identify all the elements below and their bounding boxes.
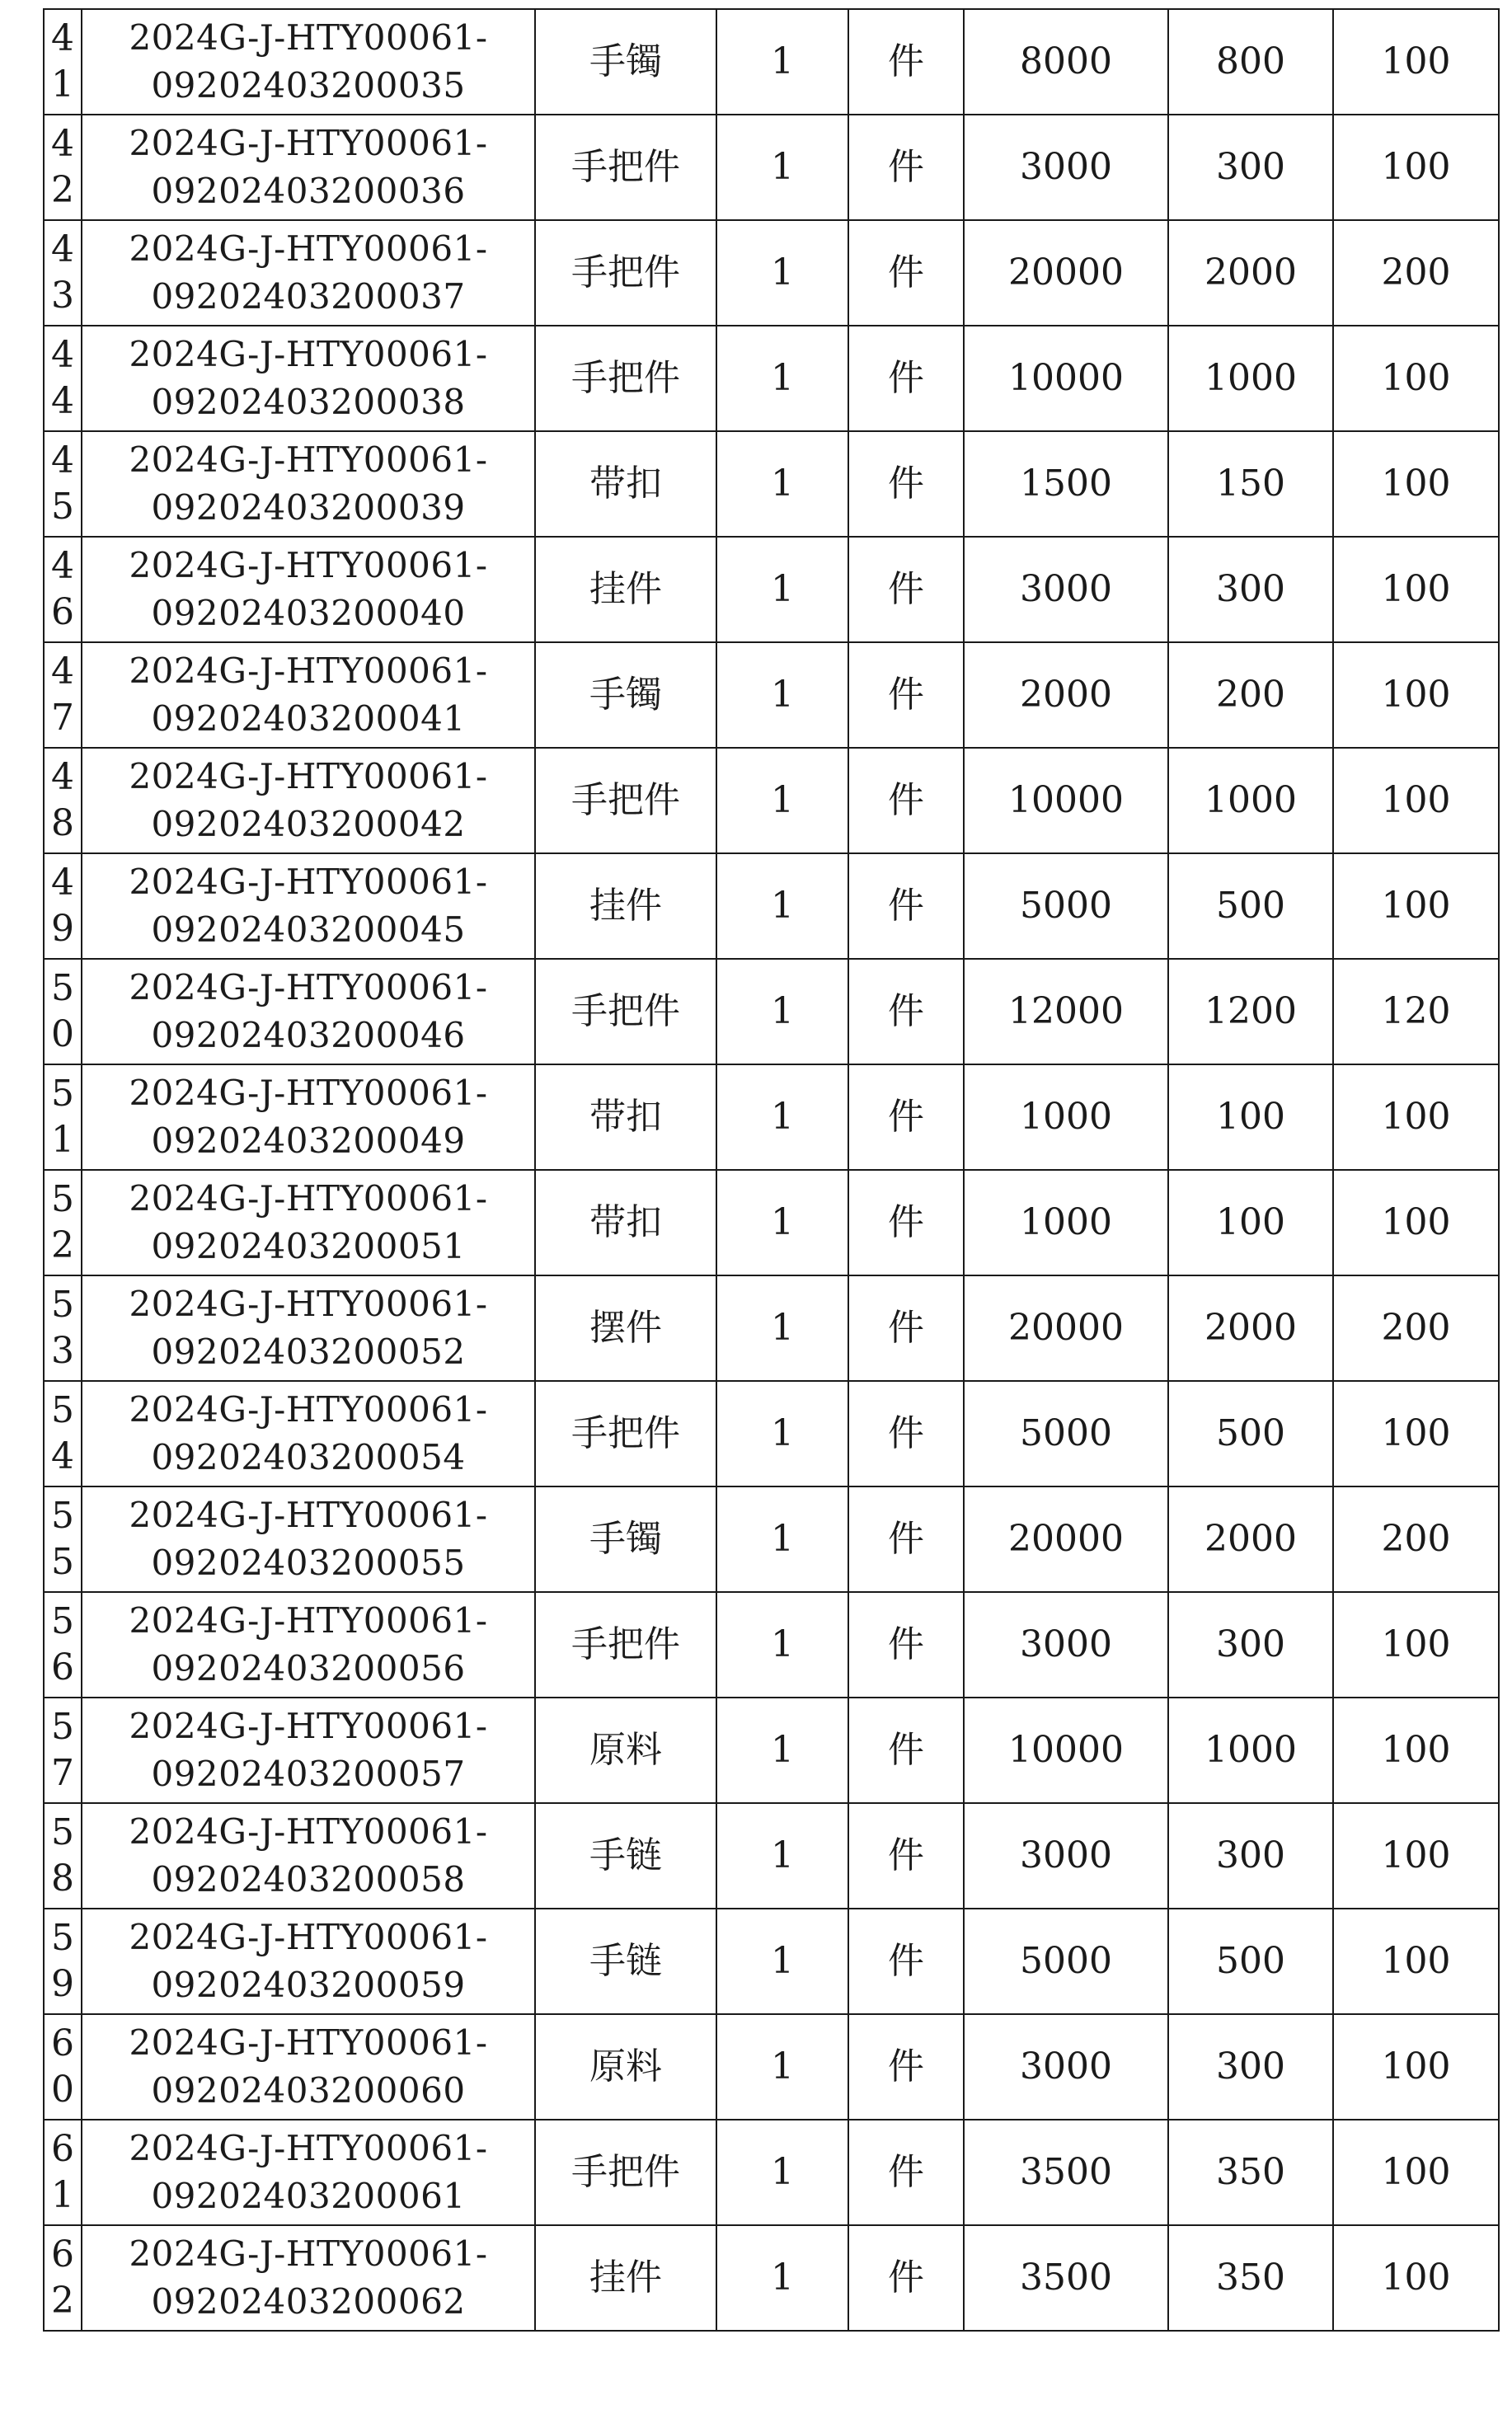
row-number-cell <box>44 115 82 220</box>
row-number-cell <box>44 220 82 326</box>
quantity-cell: 1 <box>716 748 848 853</box>
item-code-line-1: 2024G-J-HTY00061- <box>129 650 488 691</box>
quantity-cell: 1 <box>716 9 848 115</box>
unit-cell: 件 <box>848 537 964 642</box>
item-code-line-2: 09202403200046 <box>151 1015 466 1055</box>
table-row <box>44 1486 1499 1592</box>
item-code-line-2: 09202403200051 <box>151 1226 466 1266</box>
value-cell-2: 100 <box>1168 1170 1333 1275</box>
table-row <box>44 1275 1499 1381</box>
item-code-line-1: 2024G-J-HTY00061- <box>129 967 488 1007</box>
value-cell-3: 100 <box>1333 2120 1499 2225</box>
quantity-cell: 1 <box>716 1170 848 1275</box>
row-number-cell <box>44 2120 82 2225</box>
table-row <box>44 220 1499 326</box>
row-number-cell <box>44 1909 82 2014</box>
item-name-cell: 手把件 <box>535 326 716 431</box>
item-code-cell <box>82 115 535 220</box>
row-number-digit-1: 6 <box>51 2233 74 2275</box>
item-code-cell <box>82 2120 535 2225</box>
value-cell-2: 150 <box>1168 431 1333 537</box>
item-code-line-2: 09202403200052 <box>151 1331 466 1372</box>
value-cell-3: 100 <box>1333 1909 1499 2014</box>
item-code-line-1: 2024G-J-HTY00061- <box>129 2128 488 2168</box>
item-code-line-1: 2024G-J-HTY00061- <box>129 545 488 585</box>
table-row <box>44 431 1499 537</box>
row-number-digit-2: 6 <box>51 591 74 633</box>
value-cell-3: 100 <box>1333 537 1499 642</box>
value-cell-3: 100 <box>1333 1698 1499 1803</box>
quantity-cell: 1 <box>716 1275 848 1381</box>
item-code-cell <box>82 1275 535 1381</box>
item-code-line-2: 09202403200058 <box>151 1859 466 1900</box>
row-number-digit-1: 6 <box>51 2128 74 2170</box>
value-cell-1: 10000 <box>964 748 1168 853</box>
value-cell-1: 3500 <box>964 2120 1168 2225</box>
item-code-line-2: 09202403200038 <box>151 382 466 422</box>
item-name-cell: 带扣 <box>535 1170 716 1275</box>
item-name-cell: 原料 <box>535 2014 716 2120</box>
row-number-cell <box>44 1064 82 1170</box>
table-row <box>44 1698 1499 1803</box>
row-number-digit-2: 3 <box>51 1330 74 1372</box>
value-cell-1: 1500 <box>964 431 1168 537</box>
quantity-cell: 1 <box>716 1909 848 2014</box>
unit-cell: 件 <box>848 1592 964 1698</box>
row-number-cell <box>44 2014 82 2120</box>
row-number-digit-1: 4 <box>51 334 74 376</box>
item-code-cell <box>82 1064 535 1170</box>
value-cell-2: 2000 <box>1168 1486 1333 1592</box>
value-cell-2: 1000 <box>1168 748 1333 853</box>
row-number-digit-1: 5 <box>51 1495 74 1537</box>
item-code-cell <box>82 1592 535 1698</box>
unit-cell: 件 <box>848 2014 964 2120</box>
table-row <box>44 326 1499 431</box>
value-cell-1: 10000 <box>964 326 1168 431</box>
quantity-cell: 1 <box>716 2120 848 2225</box>
row-number-digit-1: 5 <box>51 1073 74 1115</box>
value-cell-1: 20000 <box>964 1486 1168 1592</box>
quantity-cell: 1 <box>716 642 848 748</box>
row-number-digit-1: 4 <box>51 439 74 481</box>
value-cell-1: 5000 <box>964 1381 1168 1486</box>
value-cell-3: 100 <box>1333 115 1499 220</box>
table-row <box>44 1803 1499 1909</box>
quantity-cell: 1 <box>716 959 848 1064</box>
value-cell-3: 100 <box>1333 431 1499 537</box>
item-name-cell: 摆件 <box>535 1275 716 1381</box>
table-body <box>44 9 1499 2331</box>
item-code-line-2: 09202403200056 <box>151 1648 466 1688</box>
item-code-line-2: 09202403200060 <box>151 2070 466 2111</box>
item-code-line-2: 09202403200037 <box>151 276 466 317</box>
item-name-cell: 手把件 <box>535 2120 716 2225</box>
value-cell-2: 1000 <box>1168 326 1333 431</box>
row-number-digit-1: 4 <box>51 862 74 904</box>
value-cell-1: 1000 <box>964 1064 1168 1170</box>
item-code-cell <box>82 853 535 959</box>
item-code-cell <box>82 431 535 537</box>
item-code-line-2: 09202403200040 <box>151 593 466 633</box>
row-number-cell <box>44 853 82 959</box>
row-number-cell <box>44 1698 82 1803</box>
item-code-line-2: 09202403200059 <box>151 1965 466 2005</box>
unit-cell: 件 <box>848 2120 964 2225</box>
value-cell-3: 120 <box>1333 959 1499 1064</box>
item-code-line-1: 2024G-J-HTY00061- <box>129 1495 488 1535</box>
unit-cell: 件 <box>848 1486 964 1592</box>
item-code-line-2: 09202403200062 <box>151 2281 466 2322</box>
row-number-digit-1: 5 <box>51 1706 74 1748</box>
value-cell-2: 100 <box>1168 1064 1333 1170</box>
row-number-digit-1: 4 <box>51 545 74 587</box>
quantity-cell: 1 <box>716 431 848 537</box>
item-name-cell: 手把件 <box>535 115 716 220</box>
row-number-digit-1: 4 <box>51 123 74 165</box>
item-name-cell: 手链 <box>535 1803 716 1909</box>
item-code-cell <box>82 326 535 431</box>
item-code-line-2: 09202403200061 <box>151 2176 466 2216</box>
table-row <box>44 1909 1499 2014</box>
value-cell-2: 1200 <box>1168 959 1333 1064</box>
row-number-digit-2: 6 <box>51 1646 74 1688</box>
item-code-cell <box>82 537 535 642</box>
item-code-line-1: 2024G-J-HTY00061- <box>129 334 488 374</box>
value-cell-3: 100 <box>1333 1381 1499 1486</box>
row-number-digit-1: 6 <box>51 2022 74 2064</box>
item-code-line-2: 09202403200036 <box>151 171 466 211</box>
item-code-line-2: 09202403200054 <box>151 1437 466 1477</box>
quantity-cell: 1 <box>716 1064 848 1170</box>
row-number-cell <box>44 1592 82 1698</box>
table-row <box>44 642 1499 748</box>
table-row <box>44 748 1499 853</box>
row-number-digit-2: 1 <box>51 1119 74 1161</box>
row-number-digit-2: 4 <box>51 380 74 422</box>
item-code-line-1: 2024G-J-HTY00061- <box>129 1917 488 1957</box>
value-cell-1: 3000 <box>964 115 1168 220</box>
value-cell-1: 3000 <box>964 537 1168 642</box>
unit-cell: 件 <box>848 959 964 1064</box>
item-code-cell <box>82 2225 535 2331</box>
quantity-cell: 1 <box>716 1803 848 1909</box>
row-number-digit-2: 8 <box>51 1857 74 1900</box>
row-number-cell <box>44 1803 82 1909</box>
item-name-cell: 挂件 <box>535 853 716 959</box>
row-number-digit-1: 4 <box>51 756 74 798</box>
row-number-cell <box>44 1170 82 1275</box>
quantity-cell: 1 <box>716 1486 848 1592</box>
item-name-cell: 手镯 <box>535 642 716 748</box>
row-number-cell <box>44 1275 82 1381</box>
row-number-digit-1: 5 <box>51 1389 74 1431</box>
item-code-line-2: 09202403200057 <box>151 1754 466 1794</box>
item-name-cell: 原料 <box>535 1698 716 1803</box>
item-code-cell <box>82 2014 535 2120</box>
quantity-cell: 1 <box>716 1698 848 1803</box>
item-code-cell <box>82 220 535 326</box>
unit-cell: 件 <box>848 2225 964 2331</box>
value-cell-1: 5000 <box>964 1909 1168 2014</box>
value-cell-3: 100 <box>1333 9 1499 115</box>
item-code-line-2: 09202403200041 <box>151 698 466 739</box>
item-name-cell: 手镯 <box>535 1486 716 1592</box>
row-number-digit-2: 7 <box>51 1752 74 1794</box>
table-row <box>44 2225 1499 2331</box>
item-code-cell <box>82 9 535 115</box>
row-number-cell <box>44 1381 82 1486</box>
value-cell-1: 5000 <box>964 853 1168 959</box>
table-row <box>44 1064 1499 1170</box>
row-number-digit-2: 4 <box>51 1435 74 1477</box>
unit-cell: 件 <box>848 1803 964 1909</box>
quantity-cell: 1 <box>716 2014 848 2120</box>
item-name-cell: 手把件 <box>535 1381 716 1486</box>
row-number-digit-2: 1 <box>51 63 74 106</box>
value-cell-2: 300 <box>1168 1592 1333 1698</box>
row-number-digit-2: 9 <box>51 1963 74 2005</box>
row-number-cell <box>44 9 82 115</box>
value-cell-3: 100 <box>1333 1803 1499 1909</box>
value-cell-1: 12000 <box>964 959 1168 1064</box>
table-row <box>44 1170 1499 1275</box>
unit-cell: 件 <box>848 1381 964 1486</box>
row-number-cell <box>44 326 82 431</box>
table-row <box>44 1592 1499 1698</box>
item-name-cell: 手把件 <box>535 959 716 1064</box>
value-cell-1: 20000 <box>964 1275 1168 1381</box>
quantity-cell: 1 <box>716 326 848 431</box>
row-number-digit-2: 0 <box>51 1013 74 1055</box>
value-cell-2: 300 <box>1168 115 1333 220</box>
unit-cell: 件 <box>848 853 964 959</box>
value-cell-1: 3000 <box>964 1803 1168 1909</box>
item-code-line-1: 2024G-J-HTY00061- <box>129 1389 488 1430</box>
item-code-cell <box>82 1909 535 2014</box>
value-cell-2: 1000 <box>1168 1698 1333 1803</box>
item-code-line-2: 09202403200039 <box>151 487 466 528</box>
unit-cell: 件 <box>848 9 964 115</box>
row-number-digit-1: 4 <box>51 17 74 59</box>
quantity-cell: 1 <box>716 2225 848 2331</box>
item-name-cell: 手把件 <box>535 1592 716 1698</box>
item-name-cell: 手链 <box>535 1909 716 2014</box>
item-code-cell <box>82 642 535 748</box>
value-cell-2: 200 <box>1168 642 1333 748</box>
unit-cell: 件 <box>848 326 964 431</box>
row-number-cell <box>44 1486 82 1592</box>
value-cell-1: 8000 <box>964 9 1168 115</box>
item-code-line-1: 2024G-J-HTY00061- <box>129 1073 488 1113</box>
table-row <box>44 9 1499 115</box>
unit-cell: 件 <box>848 1909 964 2014</box>
value-cell-2: 300 <box>1168 1803 1333 1909</box>
quantity-cell: 1 <box>716 853 848 959</box>
unit-cell: 件 <box>848 431 964 537</box>
row-number-digit-2: 2 <box>51 2280 74 2322</box>
value-cell-2: 350 <box>1168 2225 1333 2331</box>
item-name-cell: 手镯 <box>535 9 716 115</box>
row-number-digit-2: 2 <box>51 169 74 211</box>
item-code-cell <box>82 748 535 853</box>
row-number-cell <box>44 431 82 537</box>
item-code-line-1: 2024G-J-HTY00061- <box>129 123 488 163</box>
value-cell-2: 500 <box>1168 1381 1333 1486</box>
row-number-digit-1: 5 <box>51 1600 74 1642</box>
unit-cell: 件 <box>848 115 964 220</box>
value-cell-3: 100 <box>1333 1064 1499 1170</box>
unit-cell: 件 <box>848 1170 964 1275</box>
unit-cell: 件 <box>848 748 964 853</box>
row-number-digit-1: 5 <box>51 967 74 1009</box>
value-cell-2: 300 <box>1168 537 1333 642</box>
item-code-line-1: 2024G-J-HTY00061- <box>129 1706 488 1746</box>
row-number-cell <box>44 959 82 1064</box>
row-number-digit-2: 5 <box>51 1541 74 1583</box>
row-number-digit-1: 4 <box>51 228 74 270</box>
value-cell-2: 2000 <box>1168 1275 1333 1381</box>
item-code-line-1: 2024G-J-HTY00061- <box>129 17 488 58</box>
item-code-cell <box>82 959 535 1064</box>
value-cell-2: 300 <box>1168 2014 1333 2120</box>
row-number-digit-1: 5 <box>51 1811 74 1853</box>
item-code-line-1: 2024G-J-HTY00061- <box>129 1811 488 1852</box>
value-cell-2: 350 <box>1168 2120 1333 2225</box>
value-cell-2: 500 <box>1168 853 1333 959</box>
item-name-cell: 挂件 <box>535 2225 716 2331</box>
value-cell-1: 3000 <box>964 1592 1168 1698</box>
item-code-line-1: 2024G-J-HTY00061- <box>129 2022 488 2063</box>
value-cell-1: 20000 <box>964 220 1168 326</box>
value-cell-3: 200 <box>1333 220 1499 326</box>
item-code-line-1: 2024G-J-HTY00061- <box>129 756 488 796</box>
unit-cell: 件 <box>848 1275 964 1381</box>
unit-cell: 件 <box>848 1698 964 1803</box>
value-cell-1: 2000 <box>964 642 1168 748</box>
unit-cell: 件 <box>848 642 964 748</box>
table-row <box>44 2014 1499 2120</box>
table-row <box>44 115 1499 220</box>
value-cell-3: 100 <box>1333 748 1499 853</box>
item-code-cell <box>82 1486 535 1592</box>
item-code-cell <box>82 1803 535 1909</box>
row-number-digit-2: 2 <box>51 1224 74 1266</box>
value-cell-1: 3000 <box>964 2014 1168 2120</box>
value-cell-3: 200 <box>1333 1486 1499 1592</box>
row-number-digit-2: 3 <box>51 275 74 317</box>
item-code-line-2: 09202403200042 <box>151 804 466 844</box>
item-code-line-2: 09202403200035 <box>151 65 466 106</box>
items-table <box>43 8 1500 2332</box>
item-name-cell: 手把件 <box>535 220 716 326</box>
table-row <box>44 1381 1499 1486</box>
row-number-digit-2: 0 <box>51 2069 74 2111</box>
row-number-digit-1: 5 <box>51 1284 74 1326</box>
value-cell-2: 2000 <box>1168 220 1333 326</box>
value-cell-3: 100 <box>1333 2225 1499 2331</box>
item-name-cell: 带扣 <box>535 1064 716 1170</box>
value-cell-1: 10000 <box>964 1698 1168 1803</box>
row-number-digit-1: 5 <box>51 1178 74 1220</box>
row-number-cell <box>44 642 82 748</box>
value-cell-2: 800 <box>1168 9 1333 115</box>
value-cell-3: 100 <box>1333 2014 1499 2120</box>
row-number-cell <box>44 748 82 853</box>
unit-cell: 件 <box>848 1064 964 1170</box>
item-code-line-1: 2024G-J-HTY00061- <box>129 228 488 269</box>
unit-cell: 件 <box>848 220 964 326</box>
value-cell-3: 100 <box>1333 642 1499 748</box>
row-number-digit-2: 5 <box>51 486 74 528</box>
row-number-digit-2: 8 <box>51 802 74 844</box>
item-code-line-1: 2024G-J-HTY00061- <box>129 1178 488 1219</box>
table-row <box>44 537 1499 642</box>
quantity-cell: 1 <box>716 220 848 326</box>
value-cell-1: 1000 <box>964 1170 1168 1275</box>
row-number-digit-2: 9 <box>51 908 74 950</box>
row-number-cell <box>44 537 82 642</box>
item-name-cell: 带扣 <box>535 431 716 537</box>
quantity-cell: 1 <box>716 1592 848 1698</box>
item-code-line-2: 09202403200049 <box>151 1120 466 1161</box>
row-number-digit-2: 7 <box>51 697 74 739</box>
value-cell-3: 200 <box>1333 1275 1499 1381</box>
item-code-line-1: 2024G-J-HTY00061- <box>129 862 488 902</box>
quantity-cell: 1 <box>716 537 848 642</box>
row-number-digit-2: 1 <box>51 2174 74 2216</box>
item-code-cell <box>82 1170 535 1275</box>
value-cell-3: 100 <box>1333 853 1499 959</box>
quantity-cell: 1 <box>716 1381 848 1486</box>
item-code-line-2: 09202403200055 <box>151 1543 466 1583</box>
item-name-cell: 手把件 <box>535 748 716 853</box>
quantity-cell: 1 <box>716 115 848 220</box>
table-row <box>44 2120 1499 2225</box>
value-cell-3: 100 <box>1333 1170 1499 1275</box>
row-number-digit-1: 4 <box>51 650 74 693</box>
item-code-line-1: 2024G-J-HTY00061- <box>129 439 488 480</box>
item-code-line-2: 09202403200045 <box>151 909 466 950</box>
value-cell-3: 100 <box>1333 326 1499 431</box>
item-code-line-1: 2024G-J-HTY00061- <box>129 1284 488 1324</box>
value-cell-2: 500 <box>1168 1909 1333 2014</box>
item-code-cell <box>82 1381 535 1486</box>
item-name-cell: 挂件 <box>535 537 716 642</box>
row-number-digit-1: 5 <box>51 1917 74 1959</box>
item-code-cell <box>82 1698 535 1803</box>
item-code-line-1: 2024G-J-HTY00061- <box>129 2233 488 2274</box>
item-code-line-1: 2024G-J-HTY00061- <box>129 1600 488 1641</box>
table-row <box>44 959 1499 1064</box>
row-number-cell <box>44 2225 82 2331</box>
value-cell-3: 100 <box>1333 1592 1499 1698</box>
table-row <box>44 853 1499 959</box>
value-cell-1: 3500 <box>964 2225 1168 2331</box>
